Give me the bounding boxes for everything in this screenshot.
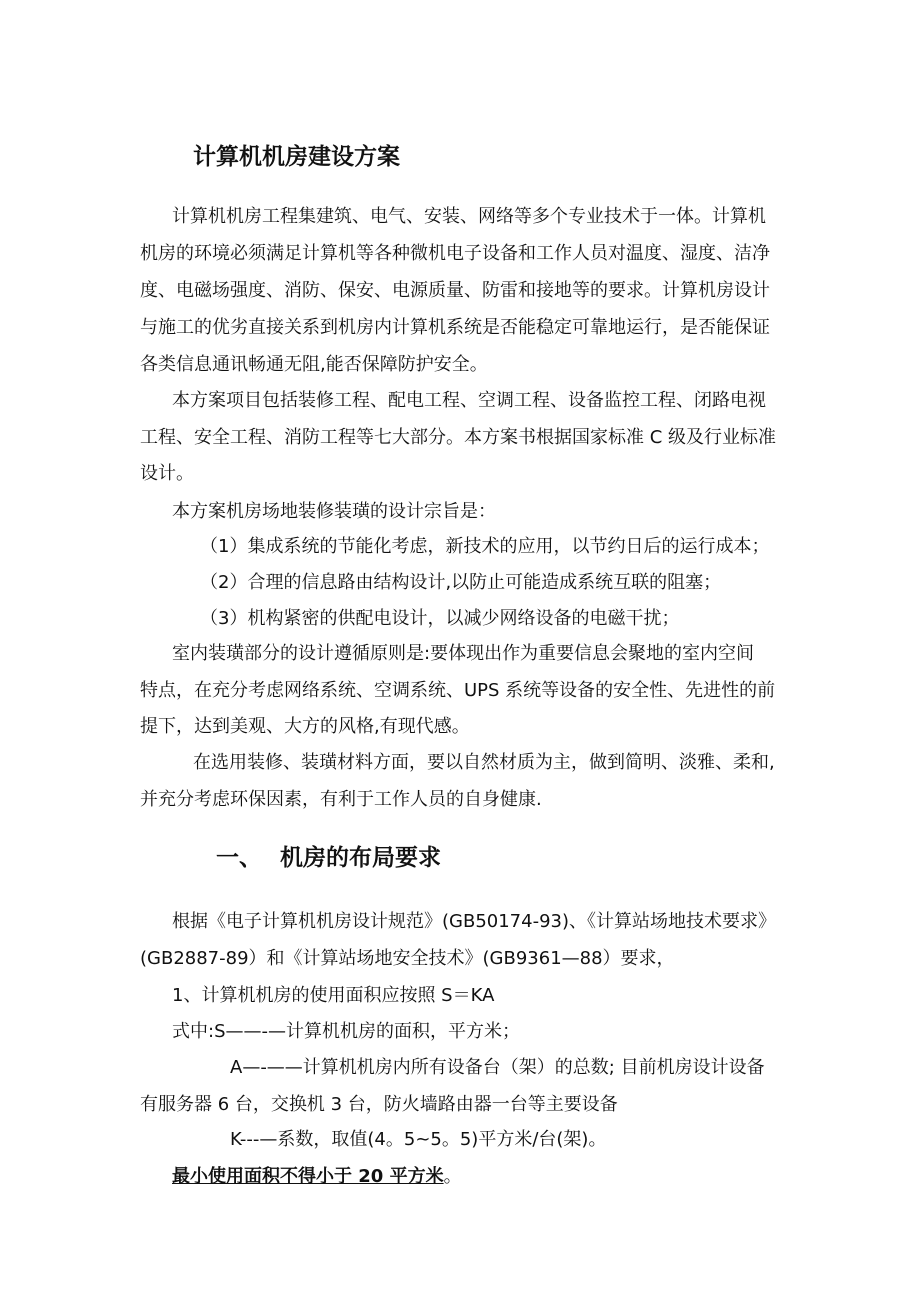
section-heading-text: 机房的布局要求 — [280, 845, 441, 871]
design-list-item-1: （1）集成系统的节能化考虑，新技术的应用，以节约日后的运行成本； — [200, 536, 770, 557]
design-list-item-3: （3）机构紧密的供配电设计，以减少网络设备的电磁干扰； — [200, 608, 680, 629]
section1-item-1: 1、计算机机房的使用面积应按照 S＝KA — [172, 985, 495, 1006]
intro-p4-line-1: 室内装璜部分的设计遵循原则是:要体现出作为重要信息会聚地的室内空间 — [172, 643, 755, 664]
section-number: 一、 — [216, 845, 262, 871]
formula-intro: 式中:S——-—计算机机房的面积，平方米； — [172, 1021, 520, 1042]
intro-p1-line-4: 与施工的优劣直接关系到机房内计算机系统是否能稳定可靠地运行，是否能保证 — [140, 317, 770, 338]
minimum-area-text: 最小使用面积不得小于 20 平方米 — [172, 1166, 444, 1187]
k-definition: K---—系数，取值(4。5~5。5)平方米/台(架)。 — [230, 1129, 607, 1150]
intro-p4-line-3: 提下，达到美观、大方的风格,有现代感。 — [140, 716, 470, 737]
intro-p2-line-2: 工程、安全工程、消防工程等七大部分。本方案书根据国家标准 C 级及行业标准 — [140, 427, 777, 448]
intro-p1-line-5: 各类信息通讯畅通无阻,能否保障防护安全。 — [140, 354, 488, 375]
minimum-area-requirement — [172, 1165, 462, 1189]
design-list-item-2: （2）合理的信息路由结构设计,以防止可能造成系统互联的阻塞； — [200, 572, 722, 593]
section1-p1-line-1: 根据《电子计算机机房设计规范》(GB50174-93)、《计算站场地技术要求》 — [172, 911, 776, 932]
minimum-area-period: 。 — [443, 1166, 462, 1187]
a-definition-line-1: A—-——计算机机房内所有设备台（架）的总数; 目前机房设计设备 — [230, 1057, 765, 1078]
document-title: 计算机机房建设方案 — [193, 144, 400, 170]
intro-p5-line-1: 在选用装修、装璜材料方面，要以自然材质为主，做到简明、淡雅、柔和, — [193, 752, 775, 773]
intro-p4-line-2: 特点，在充分考虑网络系统、空调系统、UPS 系统等设备的安全性、先进性的前 — [140, 680, 776, 701]
intro-p3: 本方案机房场地装修装璜的设计宗旨是： — [172, 501, 496, 522]
intro-p1-line-2: 机房的环境必须满足计算机等各种微机电子设备和工作人员对温度、湿度、洁净 — [140, 243, 770, 264]
section-heading — [216, 843, 441, 873]
section1-p1-line-2: (GB2887-89）和《计算站场地安全技术》(GB9361—88）要求， — [140, 948, 675, 969]
intro-p1-line-1: 计算机机房工程集建筑、电气、安装、网络等多个专业技术于一体。计算机 — [172, 206, 766, 227]
intro-p1-line-3: 度、电磁场强度、消防、保安、电源质量、防雷和接地等的要求。计算机房设计 — [140, 280, 770, 301]
intro-p5-line-2: 并充分考虑环保因素，有利于工作人员的自身健康. — [140, 789, 542, 810]
a-definition-line-2: 有服务器 6 台，交换机 3 台，防火墙路由器一台等主要设备 — [140, 1094, 618, 1115]
intro-p2-line-3: 设计。 — [140, 463, 194, 484]
intro-p2-line-1: 本方案项目包括装修工程、配电工程、空调工程、设备监控工程、闭路电视 — [172, 390, 766, 411]
